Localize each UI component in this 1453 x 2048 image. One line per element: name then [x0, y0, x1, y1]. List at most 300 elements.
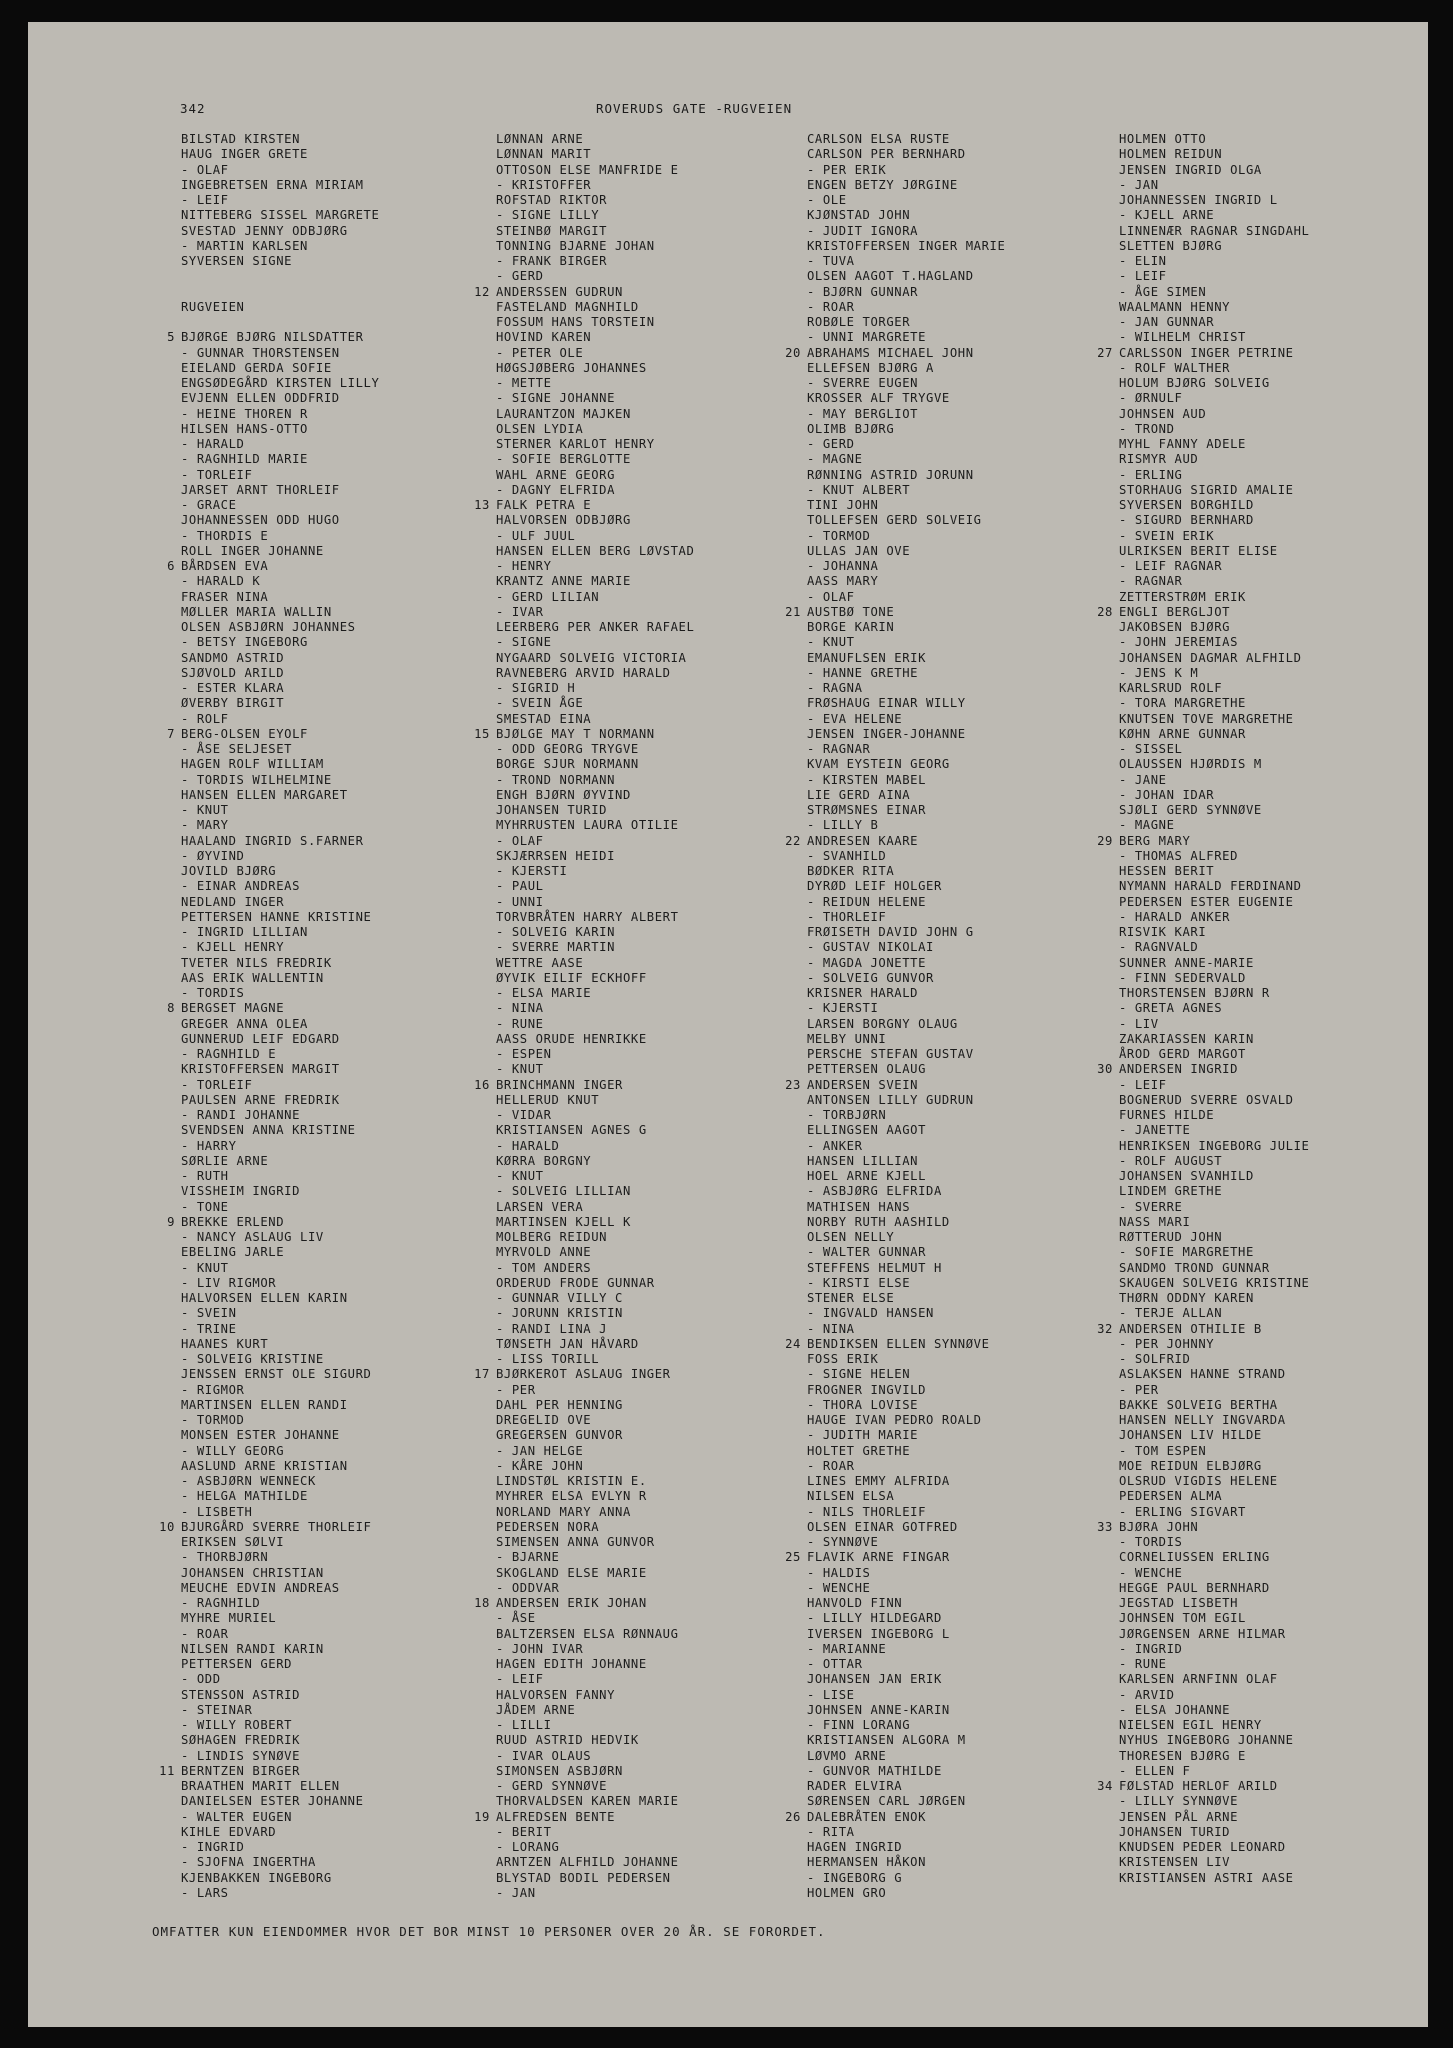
resident-entry	[807, 315, 1137, 330]
resident-entry	[807, 224, 1137, 239]
resident-name: LINDSTØL KRISTIN E.	[496, 1474, 647, 1488]
resident-name: - LILLY HILDEGARD	[807, 1611, 942, 1626]
resident-name: - ARVID	[1119, 1687, 1175, 1702]
resident-entry	[181, 1810, 511, 1825]
resident-name: ZAKARIASSEN KARIN	[1119, 1031, 1254, 1046]
resident-entry	[807, 1688, 1137, 1703]
resident-entry	[807, 803, 1137, 818]
house-number: 15	[474, 726, 490, 741]
house-number: 25	[785, 1550, 801, 1565]
resident-entry	[1119, 1535, 1449, 1550]
resident-name: MONSEN ESTER JOHANNE	[181, 1428, 340, 1443]
resident-entry	[1119, 1001, 1449, 1016]
resident-name: - INGRID LILLIAN	[181, 925, 308, 939]
resident-entry	[807, 925, 1137, 940]
resident-entry	[807, 1200, 1137, 1215]
resident-name: - LEIF	[181, 193, 229, 207]
resident-entry	[181, 1337, 511, 1352]
resident-name: - ROAR	[807, 1458, 855, 1473]
resident-entry	[807, 1093, 1137, 1108]
resident-name: - JORUNN KRISTIN	[496, 1306, 623, 1321]
resident-entry	[807, 407, 1137, 422]
resident-entry	[496, 391, 826, 406]
resident-name: LEERBERG PER ANKER RAFAEL	[496, 620, 695, 634]
resident-name: - REIDUN HELENE	[807, 894, 927, 909]
resident-name: PERSCHE STEFAN GUSTAV	[807, 1047, 974, 1061]
resident-name: - JOHN IVAR	[496, 1641, 584, 1656]
house-number: 10	[159, 1519, 175, 1534]
resident-name: - MARTIN KARLSEN	[181, 238, 308, 253]
resident-name: - WENCHE	[1119, 1565, 1183, 1580]
resident-entry	[1119, 1154, 1449, 1169]
house-number: 17	[474, 1367, 490, 1382]
resident-entry	[181, 1489, 511, 1504]
resident-name: ELLINGSEN AAGOT	[807, 1123, 927, 1138]
resident-entry	[807, 1459, 1137, 1474]
resident-entry	[496, 712, 826, 727]
resident-entry	[1119, 1550, 1449, 1565]
resident-entry	[181, 1367, 511, 1382]
resident-name: HAUG INGER GRETE	[181, 147, 308, 162]
resident-entry	[1119, 1215, 1449, 1230]
resident-name: - KRISTOFFER	[496, 177, 592, 192]
resident-entry	[496, 925, 826, 940]
resident-name: ÅROD GERD MARGOT	[1119, 1047, 1246, 1061]
resident-name: MØLLER MARIA WALLIN	[181, 604, 332, 619]
resident-name: - VIDAR	[496, 1108, 552, 1122]
resident-name: MYHRER ELSA EVLYN R	[496, 1489, 647, 1504]
resident-entry	[181, 1581, 511, 1596]
resident-entry	[807, 1032, 1137, 1047]
resident-entry	[496, 1566, 826, 1581]
resident-name: TONNING BJARNE JOHAN	[496, 238, 655, 253]
resident-name: KØHN ARNE GUNNAR	[1119, 726, 1246, 741]
resident-name: - JAN	[1119, 177, 1159, 192]
resident-entry	[496, 590, 826, 605]
resident-name: ØVERBY BIRGIT	[181, 696, 285, 711]
resident-entry	[807, 1398, 1137, 1413]
resident-name: MOE REIDUN ELBJØRG	[1119, 1458, 1262, 1473]
address-entry	[474, 1809, 826, 1825]
resident-name: - TROND NORMANN	[496, 772, 616, 787]
resident-name: HOLUM BJØRG SOLVEIG	[1119, 376, 1270, 390]
resident-entry	[496, 696, 826, 711]
resident-entry	[181, 224, 511, 239]
house-number: 34	[1097, 1779, 1113, 1793]
resident-name: - KJELL ARNE	[1119, 208, 1215, 223]
resident-name: MARTINSEN ELLEN RANDI	[181, 1397, 348, 1412]
resident-name: MATHISEN HANS	[807, 1199, 911, 1214]
resident-name: JOHANSEN JAN ERIK	[807, 1672, 942, 1687]
resident-name: JOHNSEN TOM EGIL	[1119, 1611, 1246, 1626]
resident-entry	[181, 773, 511, 788]
resident-entry	[496, 468, 826, 483]
resident-name: PEDERSEN ESTER EUGENIE	[1119, 894, 1294, 909]
resident-name: - ELLEN F	[1119, 1763, 1191, 1778]
resident-entry	[496, 178, 826, 193]
resident-entry	[496, 1718, 826, 1733]
resident-entry	[1119, 1352, 1449, 1367]
resident-entry	[807, 1261, 1137, 1276]
resident-name: ROBØLE TORGER	[807, 315, 911, 329]
resident-name: - LEIF	[1119, 269, 1167, 284]
resident-name: - HELGA MATHILDE	[181, 1489, 308, 1504]
resident-name: - LILLY SYNNØVE	[1119, 1794, 1239, 1809]
resident-entry	[181, 1306, 511, 1321]
resident-entry	[1119, 1017, 1449, 1032]
resident-entry	[1119, 696, 1449, 711]
resident-name: - TORDIS WILHELMINE	[181, 772, 332, 787]
resident-name: CARLSSON INGER PETRINE	[1119, 345, 1294, 360]
house-number: 8	[167, 1001, 175, 1016]
resident-entry	[807, 1749, 1137, 1764]
resident-name: - GERD	[496, 269, 544, 284]
house-number: 27	[1097, 345, 1113, 360]
resident-entry	[807, 178, 1137, 193]
resident-entry	[1119, 651, 1449, 666]
resident-name: JOHANSEN TURID	[496, 803, 608, 817]
resident-name: HAGEN EDITH JOHANNE	[496, 1657, 647, 1671]
resident-name: KJØNSTAD JOHN	[807, 208, 911, 223]
resident-name: SJØLI GERD SYNNØVE	[1119, 803, 1262, 817]
resident-entry	[496, 1459, 826, 1474]
resident-entry	[496, 1703, 826, 1718]
resident-name: RADER ELVIRA	[807, 1779, 903, 1793]
resident-entry	[807, 361, 1137, 376]
resident-entry	[181, 208, 511, 223]
resident-name: - RAGNHILD E	[181, 1047, 277, 1061]
column-1	[159, 132, 511, 1901]
resident-entry	[1119, 788, 1449, 803]
resident-name: - ESTER KLARA	[181, 681, 285, 695]
resident-entry	[807, 986, 1137, 1001]
resident-entry	[807, 452, 1137, 467]
resident-name: MYHL FANNY ADELE	[1119, 437, 1246, 451]
resident-name: - SYNNØVE	[807, 1535, 879, 1549]
resident-name: ROFSTAD RIKTOR	[496, 193, 608, 207]
resident-name: ANDERSSEN GUDRUN	[496, 284, 623, 299]
resident-name: - OTTAR	[807, 1657, 863, 1671]
resident-name: - RAGNAR	[807, 742, 871, 756]
resident-entry	[807, 727, 1137, 742]
resident-entry	[1119, 208, 1449, 223]
resident-name: - UNNI MARGRETE	[807, 330, 927, 345]
resident-entry	[1119, 1642, 1449, 1657]
resident-entry	[496, 269, 826, 284]
resident-entry	[496, 1047, 826, 1062]
resident-name: HESSEN BERIT	[1119, 864, 1215, 878]
resident-name: - WENCHE	[807, 1580, 871, 1595]
resident-name: SØRENSEN CARL JØRGEN	[807, 1794, 966, 1809]
resident-name: - SOLVEIG KARIN	[496, 925, 616, 939]
resident-entry	[496, 956, 826, 971]
resident-entry	[1119, 1672, 1449, 1687]
house-number: 11	[159, 1763, 175, 1778]
resident-name: - KNUT	[496, 1062, 544, 1077]
resident-name: HANSEN NELLY INGVARDA	[1119, 1413, 1286, 1427]
resident-name: OLSEN EINAR GOTFRED	[807, 1519, 958, 1534]
resident-name: - ROAR	[181, 1626, 229, 1641]
resident-name: - WALTER GUNNAR	[807, 1245, 927, 1260]
resident-name: GREGERSEN GUNVOR	[496, 1428, 623, 1443]
resident-name: - INGVALD HANSEN	[807, 1306, 934, 1321]
resident-name: FURNES HILDE	[1119, 1108, 1215, 1122]
resident-entry	[181, 1200, 511, 1215]
resident-name: HOEL ARNE KJELL	[807, 1169, 927, 1183]
resident-name: - PER	[1119, 1382, 1159, 1397]
resident-name: - MARIANNE	[807, 1641, 887, 1656]
resident-name: STENER ELSE	[807, 1291, 895, 1305]
resident-entry	[181, 1322, 511, 1337]
resident-name: STORHAUG SIGRID AMALIE	[1119, 482, 1294, 497]
resident-name: - SOFIE BERGLOTTE	[496, 452, 631, 467]
resident-name: BALTZERSEN ELSA RØNNAUG	[496, 1626, 679, 1641]
resident-entry	[181, 346, 511, 361]
resident-entry	[181, 1276, 511, 1291]
resident-name: - SOLFRID	[1119, 1352, 1191, 1366]
resident-entry	[496, 1413, 826, 1428]
resident-entry	[807, 468, 1137, 483]
resident-name: HOVIND KAREN	[496, 330, 592, 345]
resident-entry	[1119, 498, 1449, 513]
resident-entry	[496, 757, 826, 772]
resident-entry	[496, 1093, 826, 1108]
resident-entry	[1119, 193, 1449, 208]
resident-name: - GRACE	[181, 498, 237, 512]
resident-name: - ØYVIND	[181, 848, 245, 863]
resident-entry	[807, 1139, 1137, 1154]
resident-entry	[181, 864, 511, 879]
resident-name: - NINA	[496, 1001, 544, 1016]
resident-entry	[496, 193, 826, 208]
resident-entry	[496, 879, 826, 894]
resident-name: RØNNING ASTRID JORUNN	[807, 467, 974, 482]
resident-name: - RAGNAR	[1119, 574, 1183, 589]
resident-name: LINDEM GRETHE	[1119, 1184, 1223, 1199]
resident-name: KRISNER HARALD	[807, 986, 919, 1000]
resident-name: JARSET ARNT THORLEIF	[181, 482, 340, 497]
resident-entry	[496, 1840, 826, 1855]
address-entry	[785, 1550, 1137, 1565]
resident-entry	[807, 651, 1137, 666]
resident-name: ULRIKSEN BERIT ELISE	[1119, 543, 1278, 558]
resident-name: - THORLEIF	[807, 909, 887, 924]
resident-name: - TORBJØRN	[807, 1108, 887, 1122]
resident-name: - PETER OLE	[496, 345, 584, 360]
resident-entry	[1119, 1871, 1449, 1886]
address-entry	[167, 559, 511, 574]
resident-name: - SVANHILD	[807, 848, 887, 863]
resident-entry	[807, 757, 1137, 772]
resident-name: KARLSRUD ROLF	[1119, 681, 1223, 695]
resident-name: - STEINAR	[181, 1702, 253, 1717]
resident-name: NIELSEN EGIL HENRY	[1119, 1718, 1262, 1732]
resident-name: - EVA HELENE	[807, 711, 903, 726]
resident-name: - RUNE	[496, 1016, 544, 1031]
resident-entry	[496, 1550, 826, 1565]
resident-entry	[496, 834, 826, 849]
resident-name: AASS ORUDE HENRIKKE	[496, 1031, 647, 1046]
resident-entry	[181, 132, 511, 147]
resident-name: EBELING JARLE	[181, 1245, 285, 1260]
resident-entry	[496, 1825, 826, 1840]
resident-entry	[807, 849, 1137, 864]
resident-entry	[807, 330, 1137, 345]
address-entry	[1097, 345, 1449, 361]
resident-entry	[807, 163, 1137, 178]
house-number: 21	[785, 604, 801, 619]
resident-name: PEDERSEN NORA	[496, 1519, 600, 1534]
resident-name: WAHL ARNE GEORG	[496, 467, 616, 482]
resident-entry	[496, 1505, 826, 1520]
resident-name: RISVIK KARI	[1119, 925, 1207, 939]
resident-entry	[181, 1718, 511, 1733]
resident-name: - RIGMOR	[181, 1382, 245, 1397]
resident-name: GREGER ANNA OLEA	[181, 1016, 308, 1031]
resident-entry	[496, 1733, 826, 1748]
resident-entry	[807, 1154, 1137, 1169]
resident-entry	[181, 1047, 511, 1062]
resident-entry	[1119, 559, 1449, 574]
resident-name: LØVMO ARNE	[807, 1748, 887, 1763]
address-entry	[1097, 1062, 1449, 1077]
resident-entry	[496, 1154, 826, 1169]
resident-entry	[181, 574, 511, 589]
resident-entry	[1119, 178, 1449, 193]
resident-name: - SVERRE EUGEN	[807, 376, 919, 390]
resident-entry	[807, 1062, 1137, 1077]
resident-name: - GRETA AGNES	[1119, 1001, 1223, 1016]
resident-name: - THOMAS ALFRED	[1119, 848, 1239, 863]
resident-name: - LISE	[807, 1687, 855, 1702]
resident-entry	[807, 1779, 1137, 1794]
resident-name: HEGGE PAUL BERNHARD	[1119, 1580, 1270, 1595]
address-entry	[167, 1001, 511, 1016]
resident-name: - SOFIE MARGRETHE	[1119, 1245, 1254, 1260]
resident-entry	[181, 1535, 511, 1550]
resident-entry	[496, 1871, 826, 1886]
resident-entry	[1119, 803, 1449, 818]
resident-name: - MAGDA JONETTE	[807, 955, 927, 970]
resident-entry	[807, 498, 1137, 513]
resident-name: - KNUT	[181, 803, 229, 817]
resident-name: ORDERUD FRODE GUNNAR	[496, 1275, 655, 1290]
resident-name: - RAGNHILD	[181, 1596, 261, 1610]
resident-entry	[807, 620, 1137, 635]
resident-entry	[1119, 376, 1449, 391]
resident-name: KRISTIANSEN ALGORA M	[807, 1733, 966, 1748]
resident-name: - OLAF	[181, 162, 229, 177]
resident-name: - JOHN JEREMIAS	[1119, 635, 1239, 650]
resident-entry	[496, 864, 826, 879]
resident-entry	[496, 1886, 826, 1901]
resident-name: - ROAR	[807, 299, 855, 314]
resident-name: PAULSEN ARNE FREDRIK	[181, 1092, 340, 1107]
resident-entry	[807, 879, 1137, 894]
resident-name: BJØRKEROT ASLAUG INGER	[496, 1367, 671, 1382]
resident-name: MYHRE MURIEL	[181, 1611, 277, 1626]
resident-name: - GUNNAR THORSTENSEN	[181, 345, 340, 360]
resident-name: - ULF JUUL	[496, 528, 576, 543]
resident-entry	[181, 1672, 511, 1687]
resident-entry	[181, 1291, 511, 1306]
resident-entry	[496, 1642, 826, 1657]
resident-entry	[181, 1154, 511, 1169]
resident-entry	[496, 1779, 826, 1794]
resident-entry	[807, 1383, 1137, 1398]
resident-name: LARSEN VERA	[496, 1199, 584, 1214]
house-number: 9	[167, 1214, 175, 1229]
resident-name: - SIGNE LILLY	[496, 208, 600, 223]
resident-name: BERG MARY	[1119, 833, 1191, 848]
resident-entry	[181, 163, 511, 178]
house-number: 24	[785, 1336, 801, 1351]
resident-entry	[181, 1383, 511, 1398]
resident-name: - RAGNHILD MARIE	[181, 452, 308, 467]
resident-entry	[1119, 1230, 1449, 1245]
resident-name: - LEIF	[1119, 1077, 1167, 1092]
resident-entry	[496, 1794, 826, 1809]
resident-entry	[496, 1230, 826, 1245]
resident-entry	[181, 635, 511, 650]
resident-entry	[181, 1840, 511, 1855]
page-number: 342	[180, 101, 206, 116]
resident-entry	[181, 940, 511, 955]
house-number: 19	[474, 1809, 490, 1824]
resident-name: - GERD SYNNØVE	[496, 1779, 608, 1793]
resident-entry	[807, 1840, 1137, 1855]
resident-entry	[807, 1627, 1137, 1642]
resident-entry	[1119, 1337, 1449, 1352]
resident-entry	[807, 1764, 1137, 1779]
resident-entry	[181, 1794, 511, 1809]
resident-entry	[496, 574, 826, 589]
resident-entry	[181, 1550, 511, 1565]
resident-name: STERNER KARLOT HENRY	[496, 437, 655, 451]
resident-name: - TORMOD	[181, 1413, 245, 1427]
address-entry	[159, 1763, 511, 1779]
resident-entry	[807, 1017, 1137, 1032]
resident-name: RUGVEIEN	[181, 299, 245, 314]
resident-entry	[1119, 666, 1449, 681]
resident-entry	[1119, 147, 1449, 162]
resident-name: OLSEN NELLY	[807, 1230, 895, 1244]
resident-entry	[181, 147, 511, 162]
resident-entry	[1119, 254, 1449, 269]
house-number: 18	[474, 1596, 490, 1610]
resident-name: - SVERRE	[1119, 1199, 1183, 1214]
resident-name: KVAM EYSTEIN GEORG	[807, 757, 950, 772]
resident-name: KØRRA BORGNY	[496, 1153, 592, 1168]
resident-entry	[1119, 529, 1449, 544]
resident-entry	[181, 178, 511, 193]
resident-name: - ELIN	[1119, 254, 1167, 268]
resident-entry	[807, 1245, 1137, 1260]
resident-name: - RAGNA	[807, 681, 863, 695]
resident-entry	[807, 1520, 1137, 1535]
resident-name: - TORDIS	[181, 986, 245, 1000]
resident-name: FALK PETRA E	[496, 498, 592, 512]
resident-entry	[181, 315, 511, 330]
resident-name: TVETER NILS FREDRIK	[181, 955, 332, 970]
resident-entry	[181, 544, 511, 559]
resident-name: - SIGRID H	[496, 681, 576, 695]
resident-name: OLSRUD VIGDIS HELENE	[1119, 1474, 1278, 1488]
resident-entry	[1119, 910, 1449, 925]
resident-name: WAALMANN HENNY	[1119, 299, 1231, 314]
resident-name: LINES EMMY ALFRIDA	[807, 1474, 950, 1488]
resident-entry	[181, 1352, 511, 1367]
